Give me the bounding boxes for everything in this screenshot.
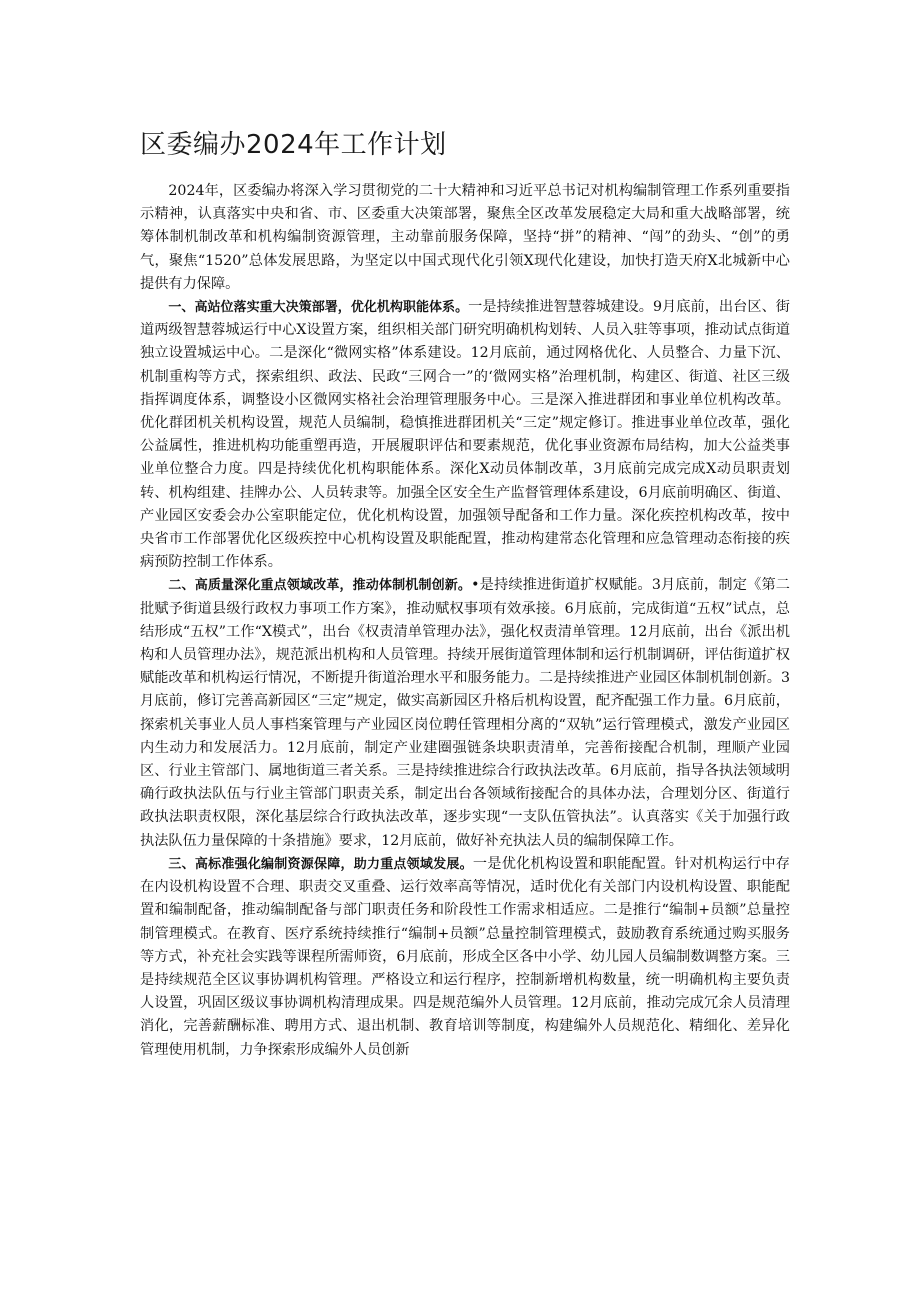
section-2-body: •是持续推进街道扩权赋能。3月底前，制定《第二批赋予街道县级行政权力事项工作方案》，推动赋权事项有效承接。6月底前，完成街道“五权”试点，总结形成“五权”工作“X模式”，出台《权责清单管理办法》，强化权责清单管理。12月底前，出台《派出机构和人员管理办法》，规范派出机构和人员管理。持续开展街道管理体制和运行机制调研，评估街道扩权赋能改革和机构运行情况，不断提升街道治理水平和服务能力。二是持续推进产业园区体制机制创新。3月底前，修订完善高新园区“三定”规定，做实高新园区升格后机构设置，配齐配强工作力量。6月底前，探索机关事业人员人事档案管理与产业园区岗位聘任管理相分离的“双轨”运行管理模式，激发产业园区内生动力和发展活力。12月底前，制定产业建圈强链条块职责清单，完善衔接配合机制，理顺产业园区、行业主管部门、属地街道三者关系。三是持续推进综合行政执法改革。6月底前，指导各执法领域明确行政执法队伍与行业主管部门职责关系，制定出台各领域衔接配合的具体办法，合理划分区、街道行政执法职责权限，深化基层综合行政执法改革，逐步实现“一支队伍管执法”。认真落实《关于加强行政执法队伍力量保障的十条措施》要求，12月底前，做好补充执法人员的编制保障工作。 [140,577,790,849]
section-2-paragraph [140,574,790,852]
section-1-paragraph [140,296,790,574]
section-3-body: 一是优化机构设置和职能配置。针对机构运行中存在内设机构设置不合理、职责交叉重叠、运行效率高等情况，适时优化有关部门内设机构设置、职能配置和编制配备，推动编制配备与部门职责任务和阶段性工作需求相适应。二是推行“编制+员额”总量控制管理模式。在教育、医疗系统持续推行“编制+员额”总量控制管理模式，鼓励教育系统通过购买服务等方式，补充社会实践等课程所需师资，6月底前，形成全区各中小学、幼儿园人员编制数调整方案。三是持续规范全区议事协调机构管理。严格设立和运行程序，控制新增机构数量，统一明确机构主要负责人设置，巩固区级议事协调机构清理成果。四是规范编外人员管理。12月底前，推动完成冗余人员清理消化，完善薪酬标准、聘用方式、退出机制、教育培训等制度，构建编外人员规范化、精细化、差异化管理使用机制，力争探索形成编外人员创新 [140,855,790,1058]
section-2-heading: 二、高质量深化重点领域改革，推动体制机制创新。 [168,578,472,594]
intro-paragraph: 2024年，区委编办将深入学习贯彻党的二十大精神和习近平总书记对机构编制管理工作系列重要指示精神，认真落实中央和省、市、区委重大决策部署，聚焦全区改革发展稳定大局和重大战略部署，统筹体制机制改革和机构编制资源管理，主动靠前服务保障，坚持“拼”的精神、“闯”的劲头、“创”的勇气，聚焦“1520”总体发展思路，为坚定以中国式现代化引领X现代化建设，加快打造天府X北城新中心提供有力保障。 [140,183,790,292]
section-1-heading: 一、高站位落实重大决策部署，优化机构职能体系。 [168,300,469,316]
section-3-heading: 三、高标准强化编制资源保障，助力重点领域发展。 [168,856,473,872]
section-3-paragraph [140,853,790,1062]
section-1-body: 一是持续推进智慧蓉城建设。9月底前，出台区、街道两级智慧蓉城运行中心X设置方案，组织相关部门研究明确机构划转、人员入驻等事项，推动试点街道独立设置城运中心。二是深化“微网实格”体系建设。12月底前，通过网格优化、人员整合、力量下沉、机制重构等方式，探索组织、政法、民政“三网合一”的‘微网实格”治理机制，构建区、街道、社区三级指挥调度体系，调整设小区微网实格社会治理管理服务中心。三是深入推进群团和事业单位机构改革。优化群团机关机构设置，规范人员编制，稳慎推进群团机关“三定”规定修订。推进事业单位改革，强化公益属性，推进机构功能重塑再造，开展履职评估和要素规范，优化事业资源布局结构，加大公益类事业单位整合力度。四是持续优化机构职能体系。深化X动员体制改革，3月底前完成完成X动员职责划转、机构组建、挂牌办公、人员转隶等。加强全区安全生产监督管理体系建设，6月底前明确区、街道、产业园区安委会办公室职能定位，优化机构设置，加强领导配备和工作力量。深化疾控机构改革，按中央省市工作部署优化区级疾控中心机构设置及职能配置，推动构建常态化管理和应急管理动态衔接的疾病预防控制工作体系。 [140,299,790,571]
document-title: 区委编办2024年工作计划 [140,130,447,160]
document-page [140,128,790,1062]
